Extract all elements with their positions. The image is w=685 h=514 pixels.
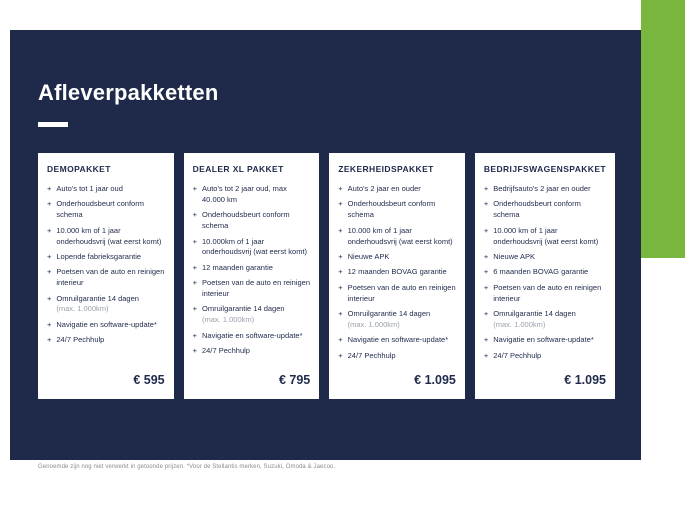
plus-icon: + [192, 262, 198, 272]
feature-body [493, 351, 541, 362]
package-feature [193, 346, 311, 357]
feature-text: Navigatie en software-update* [493, 335, 594, 345]
package-feature-list [193, 184, 311, 367]
feature-text: Onderhoudsbeurt conform schema [493, 199, 581, 220]
feature-body [348, 226, 456, 248]
feature-body [493, 199, 606, 221]
feature-text: 12 maanden BOVAG garantie [347, 267, 447, 277]
feature-text: Poetsen van de auto en reinigen interieur [347, 282, 456, 303]
feature-body [493, 267, 588, 278]
feature-text: Omruilgarantie 14 dagen [56, 293, 139, 303]
feature-body [202, 278, 310, 300]
feature-text: Omruilgarantie 14 dagen [493, 308, 576, 318]
feature-body [202, 346, 250, 357]
package-feature [338, 309, 456, 331]
package-name: ZEKERHEIDSPAKKET [338, 164, 434, 174]
package-feature [47, 294, 165, 316]
feature-body [348, 252, 390, 263]
package-price: € 1.095 [414, 373, 456, 387]
plus-icon: + [47, 251, 52, 261]
plus-icon: + [338, 199, 343, 209]
feature-text: 12 maanden garantie [202, 262, 273, 272]
plus-icon: + [483, 225, 489, 235]
feature-body [56, 199, 164, 221]
plus-icon: + [192, 184, 198, 193]
feature-body [348, 267, 447, 278]
package-feature [193, 263, 311, 274]
package-feature [338, 252, 456, 263]
package-feature [484, 351, 606, 362]
feature-text: 24/7 Pechhulp [493, 350, 542, 360]
feature-text: Auto's tot 2 jaar oud, max 40.000 km [202, 184, 287, 204]
feature-text: Navigatie en software-update* [347, 335, 449, 345]
feature-note: (max. 1.000km) [56, 304, 109, 314]
plus-icon: + [338, 251, 343, 261]
package-feature [338, 267, 456, 278]
feature-body [348, 199, 456, 221]
plus-icon: + [192, 330, 198, 340]
package-feature-list [47, 184, 165, 367]
plus-icon: + [483, 184, 489, 193]
package-feature [484, 226, 606, 248]
feature-text: Navigatie en software-update* [202, 330, 303, 340]
plus-icon: + [338, 184, 343, 193]
feature-text: Nieuwe APK [493, 251, 535, 261]
feature-body [56, 184, 122, 195]
footnote: Genoemde zijn nog niet verwerkt in getoonde prijzen. *Voor de Stellantis merken, Suzuki, Omoda & Jaecoo. [38, 464, 336, 470]
feature-note: (max. 1.000km) [347, 319, 400, 329]
package-feature [338, 283, 456, 305]
feature-text: Onderhoudsbeurt conform schema [347, 199, 436, 220]
feature-body [56, 267, 164, 289]
plus-icon: + [338, 350, 343, 360]
feature-text: Poetsen van de auto en reinigen interieur [56, 267, 165, 288]
plus-icon: + [483, 350, 489, 360]
package-feature [47, 199, 165, 221]
package-feature [193, 278, 311, 300]
package-feature [47, 320, 165, 331]
feature-text: Bedrijfsauto's 2 jaar en ouder [493, 184, 591, 193]
feature-body [493, 309, 576, 331]
feature-body [202, 331, 302, 342]
plus-icon: + [192, 346, 198, 355]
package-name: DEMOPAKKET [47, 164, 111, 174]
feature-text: Onderhoudsbeurt conform schema [202, 210, 290, 231]
package-feature [484, 184, 606, 195]
feature-text: Nieuwe APK [347, 251, 390, 261]
package-feature [338, 335, 456, 346]
feature-text: Poetsen van de auto en reinigen interieur [202, 278, 311, 298]
feature-body [56, 320, 156, 331]
package-card [329, 153, 465, 399]
feature-text: Omruilgarantie 14 dagen [202, 304, 285, 314]
plus-icon: + [338, 225, 343, 235]
package-feature-list [338, 184, 456, 367]
navy-panel [10, 30, 641, 460]
package-feature-list [484, 184, 606, 367]
package-feature [193, 210, 311, 232]
package-feature [47, 335, 165, 346]
plus-icon: + [47, 293, 52, 303]
package-feature [338, 351, 456, 362]
plus-icon: + [47, 335, 52, 345]
feature-text: Lopende fabrieksgarantie [56, 251, 142, 261]
feature-body [348, 351, 396, 362]
plus-icon: + [192, 210, 198, 220]
plus-icon: + [338, 282, 343, 292]
plus-icon: + [47, 184, 52, 193]
package-feature [484, 267, 606, 278]
feature-text: Poetsen van de auto en reinigen interieur [493, 282, 602, 303]
package-feature [193, 331, 311, 342]
plus-icon: + [47, 319, 52, 329]
feature-body [202, 237, 310, 259]
plus-icon: + [338, 267, 343, 277]
feature-body [348, 335, 448, 346]
panel-content [10, 30, 641, 399]
package-feature [193, 237, 311, 259]
package-feature [47, 226, 165, 248]
feature-body [56, 226, 164, 248]
feature-text: Auto's tot 1 jaar oud [56, 184, 123, 193]
package-price: € 1.095 [564, 373, 607, 387]
package-feature [338, 184, 456, 195]
feature-body [202, 263, 273, 274]
package-name: DEALER XL PAKKET [192, 164, 284, 174]
plus-icon: + [47, 267, 52, 277]
plus-icon: + [483, 251, 489, 261]
packages-row [38, 153, 615, 399]
feature-text: Onderhoudsbeurt conform schema [56, 199, 144, 220]
package-card [38, 153, 174, 399]
feature-text: 10.000 km of 1 jaar onderhoudsvrij (wat eerst komt) [493, 225, 599, 246]
feature-text: Auto's 2 jaar en ouder [347, 184, 421, 193]
package-feature [484, 335, 606, 346]
plus-icon: + [483, 267, 489, 277]
feature-body [56, 252, 141, 263]
feature-body [493, 226, 606, 248]
plus-icon: + [483, 308, 489, 318]
plus-icon: + [47, 225, 52, 235]
feature-body [348, 184, 421, 195]
package-price: € 795 [278, 373, 311, 387]
feature-body [202, 210, 310, 232]
package-feature [193, 184, 311, 206]
package-feature [338, 199, 456, 221]
package-card [475, 153, 615, 399]
feature-body [348, 283, 456, 305]
feature-note: (max. 1.000km) [202, 315, 255, 325]
title-underline [38, 122, 68, 127]
package-feature [484, 283, 606, 305]
package-feature [47, 267, 165, 289]
feature-text: Navigatie en software-update* [56, 319, 157, 329]
page-title: Afleverpakketten [38, 80, 219, 105]
plus-icon: + [47, 199, 52, 209]
feature-body [493, 335, 593, 346]
package-feature [484, 309, 606, 331]
feature-body [493, 184, 590, 195]
package-feature [338, 226, 456, 248]
package-feature [47, 252, 165, 263]
feature-text: 6 maanden BOVAG garantie [493, 267, 589, 277]
package-card [184, 153, 320, 399]
package-feature [484, 199, 606, 221]
feature-text: 10.000 km of 1 jaar onderhoudsvrij (wat eerst komt) [347, 225, 453, 246]
package-price: € 595 [133, 373, 165, 387]
feature-body [493, 252, 535, 263]
feature-text: 24/7 Pechhulp [347, 350, 396, 360]
feature-text: 10.000 km of 1 jaar onderhoudsvrij (wat eerst komt) [56, 225, 162, 246]
package-feature [484, 252, 606, 263]
plus-icon: + [483, 335, 489, 345]
feature-body [202, 304, 285, 326]
feature-body [202, 184, 310, 206]
package-feature [193, 304, 311, 326]
feature-text: 24/7 Pechhulp [202, 346, 250, 355]
green-accent-bar [641, 0, 685, 258]
feature-body [348, 309, 431, 331]
plus-icon: + [483, 282, 489, 292]
feature-text: 10.000km of 1 jaar onderhoudsvrij (wat eerst komt) [202, 236, 308, 257]
feature-body [56, 335, 104, 346]
feature-body [56, 294, 139, 316]
feature-text: 24/7 Pechhulp [56, 335, 105, 345]
package-name: BEDRIJFSWAGENSPAKKET [483, 164, 607, 174]
feature-note: (max. 1.000km) [493, 319, 546, 329]
plus-icon: + [338, 308, 343, 318]
package-feature [47, 184, 165, 195]
feature-text: Omruilgarantie 14 dagen [347, 308, 431, 318]
feature-body [493, 283, 606, 305]
plus-icon: + [483, 199, 489, 209]
plus-icon: + [338, 335, 343, 345]
plus-icon: + [192, 278, 198, 288]
plus-icon: + [192, 304, 198, 314]
plus-icon: + [192, 236, 198, 246]
